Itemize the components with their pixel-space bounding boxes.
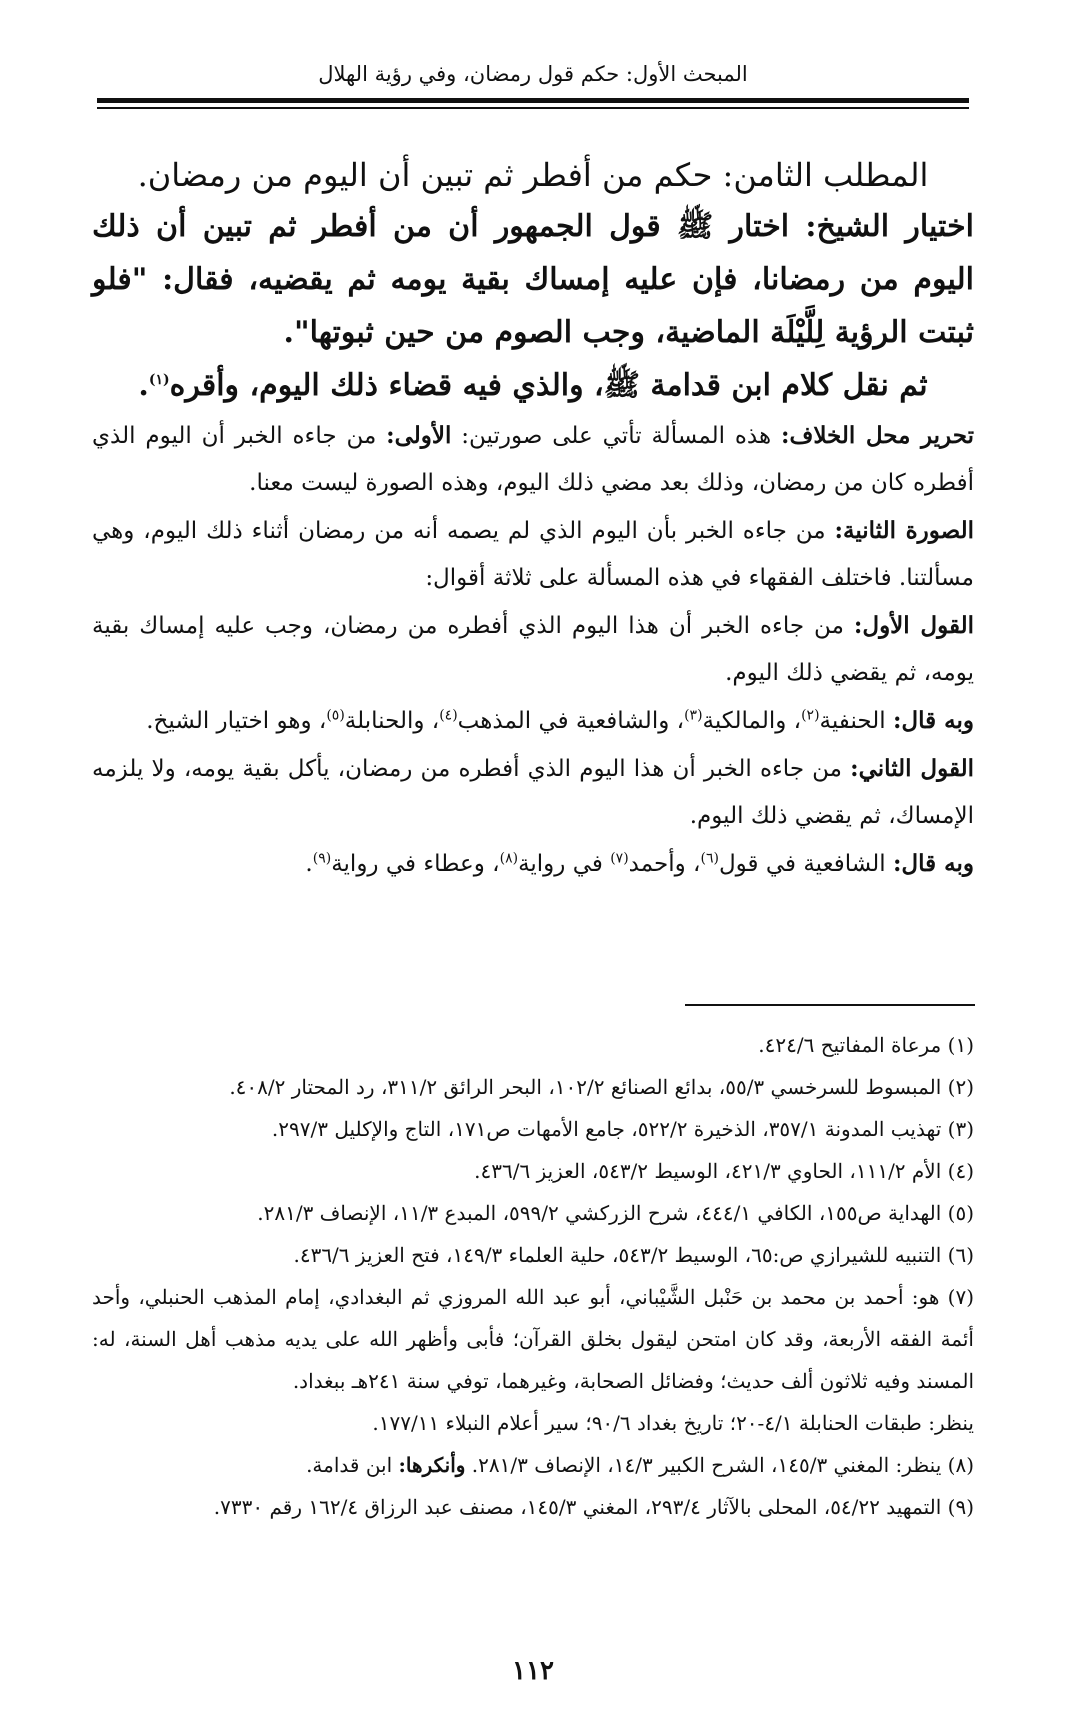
page-number: ١١٢ [512,1656,554,1686]
footnote-8 [92,1444,974,1486]
period: . [138,368,149,403]
first-opinion-label: القول الأول: [853,612,974,639]
dispute-paragraph [92,412,974,507]
dispute-text: هذه المسألة تأتي على صورتين: [451,423,781,449]
second-opinion-label: القول الثاني: [850,755,974,782]
footnote-7: (٧) هو: أحمد بن محمد بن حَنْبل الشَّيْباني، أبو عبد الله المروزي ثم البغدادي، إمام المذهب الحنبلي، وأحد أئمة الفقه الأربعة، وقد كان امتحن ليقول بخلق القرآن؛ فأبى وأظهر الله على يديه مذهب أهل السنة، له: المسند وفيه ثلاثون ألف حديث؛ وفضائل الصحابة، وغيرهما، توفي سنة ٢٤١هـ ببغداد. [92,1285,974,1393]
holders-label-2: وبه قال: [892,850,974,877]
footnote-7-sources: ينظر: طبقات الحنابلة ٤/١-٢٠؛ تاريخ بغداد ٩٠/٦؛ سير أعلام النبلاء ١٧٧/١١. [372,1411,974,1435]
footnote-2: (٢) المبسوط للسرخسي ٥٥/٣، بدائع الصنائع ١٠٢/٢، البحر الرائق ٣١١/٢، رد المحتار ٤٠٨/٢. [229,1075,974,1099]
header-rule-thick [97,98,969,103]
footnote-ref-6: (٦) [700,850,719,867]
holders-text-c: ، والشافعية في المذهب [457,708,685,734]
footnote-ref-4: (٤) [439,707,458,724]
main-text [92,150,974,888]
header-rule-thin [97,107,969,109]
footnote-ref-1: (١) [148,372,170,388]
holders2-text-a: الشافعية في قول [718,851,893,877]
footnote-4: (٤) الأم ١١١/٢، الحاوي ٤٢١/٣، الوسيط ٥٤٣/٢، العزيز ٤٣٦/٦. [474,1159,974,1183]
holders2-text-e: . [305,851,313,877]
holders-text-e: ، وهو اختيار الشيخ. [146,708,327,734]
footnote-8-text: (٨) ينظر: المغني ١٤٥/٣، الشرح الكبير ١٤/٣، الإنصاف ٢٨١/٣. [465,1453,974,1477]
ibn-qudama-line [92,359,974,412]
footnote-6: (٦) التنبيه للشيرازي ص:٦٥، الوسيط ٥٤٣/٢، حلية العلماء ١٤٩/٣، فتح العزيز ٤٣٦/٦. [293,1243,974,1267]
footnote-9: (٩) التمهيد ٥٤/٢٢، المحلى بالآثار ٢٩٣/٤، المغني ١٤٥/٣، مصنف عبد الرزاق ١٦٢/٤ رقم ٧٣٣٠. [213,1495,974,1519]
second-form-paragraph [92,507,974,602]
ibn-qudama-text: ثم نقل كلام ابن قدامة ﷺ، والذي فيه قضاء ذلك اليوم، وأقره [169,368,928,403]
footnote-8-label: وأنكرها: [398,1453,466,1477]
holders-text-b: ، والمالكية [702,708,802,734]
footnote-ref-2: (٢) [801,707,820,724]
sheikh-choice-paragraph: اختيار الشيخ: اختار ﷺ قول الجمهور أن من أفطر ثم تبين أن ذلك اليوم من رمضانا، فإن عليه إمساك بقية يومه ثم يقضيه، فقال: "فلو ثبتت الرؤية لِلَّيْلَة الماضية، وجب الصوم من حين ثبوتها". [92,209,974,350]
holders2-text-c: في رواية [518,851,611,877]
footnote-5: (٥) الهداية ص١٥٥، الكافي ٤٤٤/١، شرح الزركشي ٥٩٩/٢، المبدع ١١/٣، الإنصاف ٢٨١/٣. [257,1201,974,1225]
footnote-8-end: ابن قدامة. [306,1453,399,1477]
footnote-1: (١) مرعاة المفاتيح ٤٢٤/٦. [758,1033,974,1057]
second-form-label: الصورة الثانية: [834,517,975,544]
holders-text-a: الحنفية [819,708,893,734]
second-form-text: من جاءه الخبر بأن اليوم الذي لم يصمه أنه من رمضان أثناء ذلك اليوم، وهي مسألتنا. فاختلف الفقهاء في هذه المسألة على ثلاثة أقوال: [92,518,974,591]
section-title: المطلب الثامن: حكم من أفطر ثم تبين أن اليوم من رمضان. [137,156,929,194]
first-form-label: الأولى: [386,422,452,449]
footnote-ref-3: (٣) [684,707,703,724]
footnotes [92,1024,974,1528]
holders2-text-b: ، وأحمد [628,851,701,877]
footnote-3: (٣) تهذيب المدونة ٣٥٧/١، الذخيرة ٥٢٢/٢، جامع الأمهات ص١٧١، التاج والإكليل ٢٩٧/٣. [271,1117,974,1141]
second-opinion-holders [92,840,974,888]
running-header: المبحث الأول: حكم قول رمضان، وفي رؤية الهلال [318,62,748,86]
footnote-ref-8: (٨) [499,850,519,867]
first-form-text: من جاءه الخبر أن اليوم الذي أفطره كان من رمضان، وذلك بعد مضي ذلك اليوم، وهذه الصورة ليست معنا. [92,423,974,496]
holders2-text-d: ، وعطاء في رواية [331,851,500,877]
first-opinion-holders [92,697,974,745]
footnote-ref-9: (٩) [312,850,332,867]
holders-text-d: ، والحنابلة [344,708,440,734]
dispute-label: تحرير محل الخلاف: [780,422,974,449]
footnote-separator [685,1004,975,1006]
second-opinion-paragraph [92,745,974,840]
footnote-ref-7: (٧) [610,850,629,867]
footnote-ref-5: (٥) [326,707,345,724]
second-opinion-text: من جاءه الخبر أن هذا اليوم الذي أفطره من رمضان، يأكل بقية يومه، ولا يلزمه الإمساك، ثم يقضي ذلك اليوم. [92,756,974,829]
first-opinion-text: من جاءه الخبر أن هذا اليوم الذي أفطره من رمضان، وجب عليه إمساك بقية يومه، ثم يقضي ذلك اليوم. [92,613,974,686]
holders-label: وبه قال: [892,707,974,734]
first-opinion-paragraph [92,602,974,697]
